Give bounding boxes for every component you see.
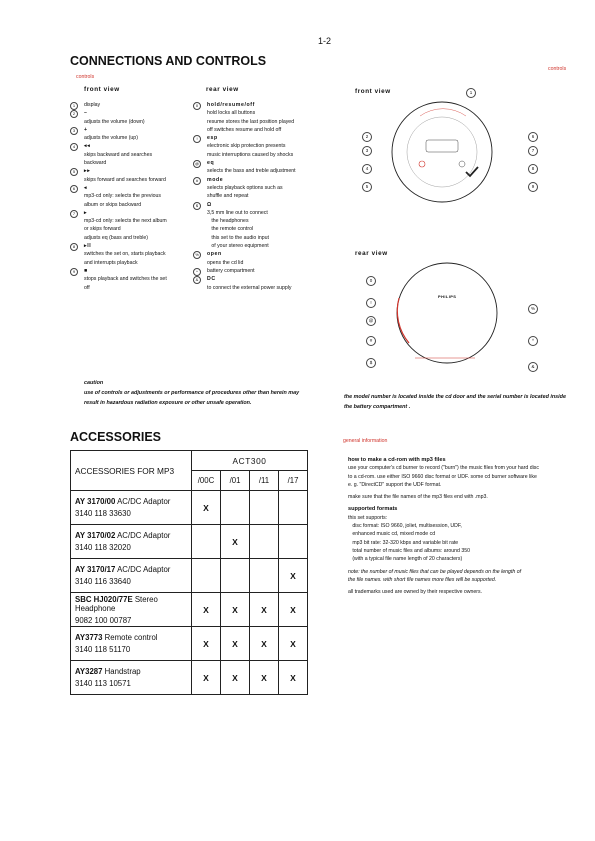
accessory-name: AC/DC Adaptor — [117, 497, 171, 506]
item-text: this set to the audio input — [207, 234, 270, 241]
model-note-2: the battery compartment . — [344, 404, 411, 410]
availability-mark: X — [250, 661, 279, 695]
item-text: selects playback options such as — [207, 184, 283, 191]
general-information — [348, 456, 586, 596]
item-symbol: ◂◂ — [84, 143, 91, 150]
item-symbol: ▸II — [84, 243, 92, 250]
model-note-1: the model number is located inside the cd door and the serial number is located inside — [344, 394, 566, 400]
gi-para-2: make sure that the file names of the mp3 files end with .mp3. — [348, 494, 488, 501]
item-symbol: ▸ — [84, 209, 88, 216]
availability-mark: X — [279, 559, 308, 593]
item-number: ! — [193, 135, 201, 143]
item-number: @ — [194, 161, 200, 167]
item-number: 6 — [70, 185, 78, 193]
accessories-heading: ACCESSORIES — [70, 430, 161, 444]
availability-mark: X — [192, 627, 221, 661]
rear-view-heading: rear view — [206, 86, 239, 93]
availability-mark: X — [221, 627, 250, 661]
item-symbol: ■ — [84, 267, 88, 274]
rear-item — [193, 275, 343, 292]
item-symbol: – — [84, 110, 88, 117]
accessory-cell — [71, 593, 192, 627]
availability-mark: X — [221, 661, 250, 695]
general-information-label: general information — [343, 438, 388, 444]
gi-note — [348, 568, 586, 585]
accessory-code: AY3287 — [75, 667, 103, 676]
rear-callout: $ — [366, 358, 376, 368]
version-header: /11 — [250, 471, 279, 491]
table-row — [71, 593, 308, 627]
item-number: 3 — [70, 127, 78, 135]
item-number: 0 — [193, 102, 201, 110]
text-line: (with a typical file name length of 20 characters) — [348, 556, 463, 563]
version-header: /01 — [221, 471, 250, 491]
gi-para-3 — [348, 514, 586, 564]
item-text: album or skips backward — [84, 201, 142, 208]
item-symbol: hold/resume/off — [207, 102, 255, 108]
page-title: CONNECTIONS AND CONTROLS — [70, 54, 267, 68]
item-number: 4 — [70, 143, 78, 151]
table-row — [71, 627, 308, 661]
front-item — [70, 126, 190, 143]
item-symbol: eq — [207, 160, 215, 167]
availability-mark — [279, 491, 308, 525]
item-text: skips backward and searches — [84, 151, 153, 158]
rear-callout: # — [366, 336, 376, 346]
accessory-cell — [71, 661, 192, 695]
item-text: display — [84, 102, 101, 108]
rear-item — [193, 176, 343, 201]
table-row — [71, 661, 308, 695]
gi-heading-1: how to make a cd-rom with mp3 files — [348, 457, 446, 463]
item-symbol: open — [207, 251, 222, 258]
item-number: 5 — [70, 168, 78, 176]
front-callout: 8 — [528, 164, 538, 174]
item-number: ^ — [193, 268, 201, 276]
accessory-number: 3140 118 33630 — [75, 509, 131, 518]
accessory-cell — [71, 559, 192, 593]
item-text: mp3-cd only: selects the next album — [84, 218, 167, 225]
item-text: off switches resume and hold off — [207, 126, 282, 133]
item-text: and interrupts playback — [84, 259, 138, 266]
accessory-name: AC/DC Adaptor — [117, 565, 171, 574]
text-line: note: the number of music files that can be played depends on the length of — [348, 568, 522, 575]
accessories-table-title: ACCESSORIES FOR MP3 — [71, 451, 192, 491]
availability-mark — [192, 559, 221, 593]
availability-mark — [250, 559, 279, 593]
gi-para-1 — [348, 464, 586, 489]
rear-item — [193, 134, 343, 159]
player-rear-illustration — [375, 258, 515, 368]
item-text: to connect the external power supply — [207, 284, 292, 291]
accessory-code: SBC HJ020/77E — [75, 594, 133, 604]
front-item — [70, 109, 190, 126]
caution-title: caution — [84, 380, 104, 386]
accessory-code: AY 3170/02 — [75, 531, 116, 540]
accessory-cell — [71, 627, 192, 661]
availability-mark: X — [250, 627, 279, 661]
model-header: ACT300 — [192, 451, 308, 471]
item-text: adjusts the volume (down) — [84, 118, 145, 125]
brand-logo: PHILIPS — [438, 294, 457, 299]
availability-mark: X — [279, 593, 308, 627]
text-line: use your computer's cd burner to record ("burn") the music files from your hard disc — [348, 465, 539, 472]
front-item — [70, 101, 190, 109]
front-view-heading: front view — [84, 86, 120, 93]
accessory-name: Remote control — [104, 633, 158, 642]
accessory-code: AY 3170/17 — [75, 565, 116, 574]
item-symbol: esp — [207, 135, 218, 142]
rear-callout: @ — [366, 316, 376, 326]
accessory-name: Handstrap — [104, 667, 141, 676]
caution-text-2: result in hazardous radiation exposure or other unsafe operation. — [84, 400, 252, 406]
accessory-code: AY3773 — [75, 633, 103, 642]
accessories-table — [70, 450, 308, 695]
accessory-cell — [71, 491, 192, 525]
item-text: skips forward and searches forward — [84, 176, 166, 183]
gi-para-4: all trademarks used are owned by their respective owners. — [348, 589, 483, 596]
front-callout: 9 — [528, 182, 538, 192]
item-text: electronic skip protection presents — [207, 143, 286, 150]
item-text: the remote control — [207, 226, 254, 233]
front-callout: 7 — [528, 146, 538, 156]
front-item — [70, 267, 190, 292]
item-text: adjusts eq (bass and treble) — [84, 234, 149, 241]
text-line: total number of music files and albums: around 350 — [348, 547, 470, 554]
controls-label: controls — [76, 74, 95, 80]
front-item — [70, 242, 190, 267]
item-number: % — [193, 251, 201, 259]
item-number: 2 — [70, 110, 78, 118]
item-symbol: ◂ — [84, 184, 88, 191]
item-text: shuffle and repeat — [207, 193, 249, 200]
caution-block — [84, 378, 324, 408]
text-line: to a cd-rom. use either ISO 9660 disc format or UDF. some cd burner software like — [348, 473, 537, 480]
item-text: or skips forward — [84, 226, 121, 233]
item-text: mp3-cd only: selects the previous — [84, 193, 161, 200]
availability-mark: X — [221, 593, 250, 627]
accessory-number: 9082 100 00787 — [75, 615, 132, 625]
rear-callout: & — [528, 362, 538, 372]
table-row — [71, 525, 308, 559]
item-number: $ — [193, 202, 201, 210]
rear-callout: % — [528, 304, 538, 314]
text-line: disc format: ISO 9660, joliet, multisession, UDF, — [348, 523, 462, 530]
availability-mark: X — [279, 627, 308, 661]
item-text: opens the cd lid — [207, 259, 244, 266]
item-text: battery compartment — [207, 267, 255, 274]
item-text: the headphones — [207, 218, 249, 225]
text-line: mp3 bit rate: 32-320 kbps and variable bit rate — [348, 539, 459, 546]
rear-callout: 0 — [366, 276, 376, 286]
availability-mark — [221, 559, 250, 593]
rear-item — [193, 159, 343, 176]
item-number: # — [193, 177, 201, 185]
item-symbol: DC — [207, 276, 216, 283]
item-number: 1 — [70, 102, 78, 110]
front-callout: 4 — [362, 164, 372, 174]
availability-mark — [250, 491, 279, 525]
item-text: music interruptions caused by shocks — [207, 151, 294, 158]
item-text: of your stereo equipment — [207, 243, 269, 250]
front-callout: 1 — [466, 88, 476, 98]
front-callout: 3 — [362, 146, 372, 156]
item-text: resume stores the last position played — [207, 118, 295, 125]
availability-mark: X — [192, 491, 221, 525]
availability-mark: X — [192, 661, 221, 695]
item-text: off — [84, 284, 90, 291]
front-item — [70, 142, 190, 167]
front-item — [70, 209, 190, 242]
item-number: 9 — [70, 268, 78, 276]
version-header: /17 — [279, 471, 308, 491]
text-line: this set supports: — [348, 514, 388, 521]
item-number: 7 — [70, 210, 78, 218]
rear-item — [193, 267, 343, 275]
item-text: selects the bass and treble adjustment — [207, 168, 296, 175]
diagram-rear-heading: rear view — [355, 250, 388, 257]
item-symbol: Ω — [207, 201, 212, 208]
accessory-code: AY 3170/00 — [75, 497, 116, 506]
caution-text-1: use of controls or adjustments or performance of procedures other than herein may — [84, 390, 300, 396]
availability-mark — [221, 491, 250, 525]
availability-mark — [250, 525, 279, 559]
front-controls-list — [70, 101, 190, 292]
accessory-name: AC/DC Adaptor — [117, 531, 171, 540]
item-text: adjusts the volume (up) — [84, 135, 138, 142]
page-number: 1-2 — [318, 36, 332, 46]
accessory-name: Stereo Headphone — [75, 594, 158, 613]
item-number: 8 — [70, 243, 78, 251]
item-symbol: mode — [207, 176, 224, 183]
rear-item — [193, 101, 343, 134]
availability-mark: X — [221, 525, 250, 559]
rear-item — [193, 201, 343, 251]
accessory-number: 3140 113 10571 — [75, 679, 131, 688]
accessory-number: 3140 116 33640 — [75, 577, 131, 586]
text-line: enhanced music cd, mixed mode cd — [348, 531, 436, 538]
item-text: stops playback and switches the set — [84, 276, 167, 283]
rear-callout: ^ — [528, 336, 538, 346]
table-row — [71, 491, 308, 525]
item-text: switches the set on, starts playback — [84, 251, 166, 258]
text-line: the file names. with short file names more files will be supported. — [348, 576, 497, 583]
availability-mark — [279, 525, 308, 559]
version-header: /00C — [192, 471, 221, 491]
gi-heading-2: supported formats — [348, 506, 398, 513]
front-callout: 2 — [362, 132, 372, 142]
item-symbol: ▸▸ — [84, 168, 91, 175]
availability-mark: X — [279, 661, 308, 695]
accessory-number: 3140 118 51170 — [75, 645, 131, 654]
model-note — [344, 392, 584, 412]
front-callout: 5 — [362, 182, 372, 192]
item-text: hold locks all buttons — [207, 110, 256, 117]
rear-callout: ! — [366, 298, 376, 308]
item-text: 3,5 mm line out to connect — [207, 209, 268, 216]
rear-item — [193, 250, 343, 267]
availability-mark: X — [192, 593, 221, 627]
table-row — [71, 559, 308, 593]
player-front-illustration — [370, 96, 510, 206]
item-symbol: + — [84, 126, 88, 133]
controls-label-right: controls — [548, 66, 567, 72]
availability-mark — [192, 525, 221, 559]
item-number: & — [193, 276, 201, 284]
text-line: e. g. "DirectCD" support the UDF format. — [348, 481, 442, 488]
front-item — [70, 167, 190, 184]
diagram-front-heading: front view — [355, 88, 391, 95]
accessory-cell — [71, 525, 192, 559]
front-item — [70, 184, 190, 209]
accessory-number: 3140 118 32020 — [75, 543, 131, 552]
availability-mark: X — [250, 593, 279, 627]
item-text: backward — [84, 160, 107, 167]
front-callout: 6 — [528, 132, 538, 142]
rear-controls-list — [193, 101, 343, 292]
